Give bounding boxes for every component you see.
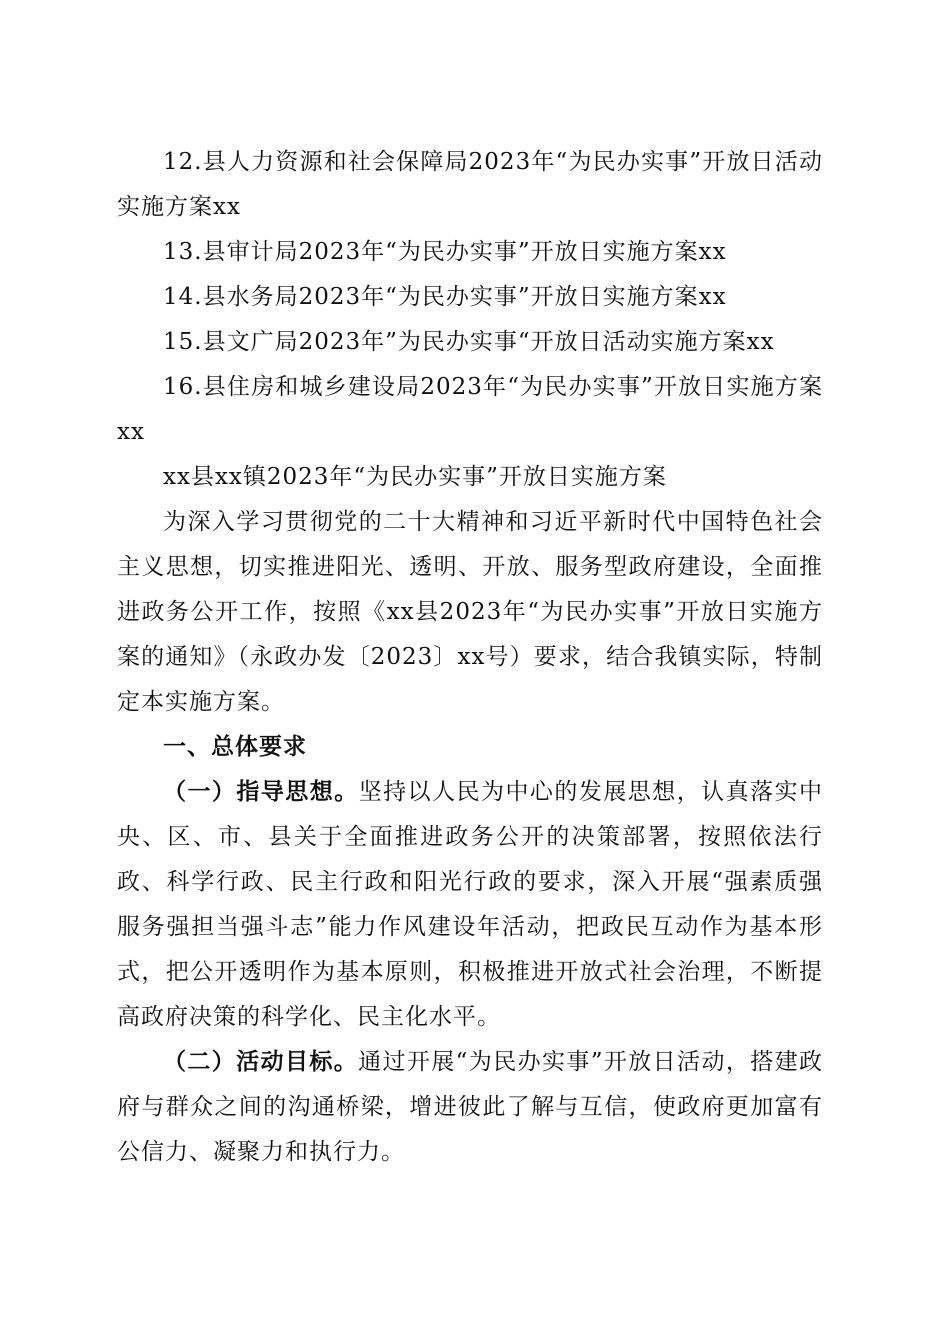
guiding-thought-paragraph bbox=[117, 770, 823, 1040]
list-item-16: 16.县住房和城乡建设局2023年“为民办实事”开放日实施方案xx bbox=[117, 374, 823, 445]
list-item-12: 12.县人力资源和社会保障局2023年“为民办实事”开放日活动实施方案xx bbox=[117, 149, 823, 220]
intro-paragraph: 为深入学习贯彻党的二十大精神和习近平新时代中国特色社会主义思想，切实推进阳光、透明、开放、服务型政府建设，全面推进政务公开工作，按照《xx县2023年“为民办实事”开放日实施方案的通知》（永政办发〔2023〕xx号）要求，结合我镇实际，特制定本实施方案。 bbox=[117, 509, 823, 715]
guiding-thought-text: 坚持以人民为中心的发展思想，认真落实中央、区、市、县关于全面推进政务公开的决策部署，按照依法行政、科学行政、民主行政和阳光行政的要求，深入开展“强素质强服务强担当强斗志”能力作风建设年活动，把政民互动作为基本形式，把公开透明作为基本原则，积极推进开放式社会治理，不断提高政府决策的科学化、民主化水平。 bbox=[117, 779, 824, 1030]
guiding-thought-label: （一）指导思想。 bbox=[163, 779, 359, 805]
activity-goal-text: 通过开展“为民办实事”开放日活动，搭建政府与群众之间的沟通桥梁，增进彼此了解与互信，使政府更加富有公信力、凝聚力和执行力。 bbox=[117, 1049, 823, 1165]
document-title: xx县xx镇2023年“为民办实事”开放日实施方案 bbox=[163, 464, 667, 490]
activity-goal-paragraph bbox=[117, 1040, 823, 1175]
section-heading-general-requirements: 一、总体要求 bbox=[163, 734, 307, 760]
document-page bbox=[117, 140, 823, 1175]
list-item-13: 13.县审计局2023年“为民办实事”开放日实施方案xx bbox=[163, 239, 727, 265]
list-item-14: 14.县水务局2023年“为民办实事”开放日实施方案xx bbox=[163, 284, 727, 310]
activity-goal-label: （二）活动目标。 bbox=[163, 1049, 359, 1075]
list-item-15: 15.县文广局2023年”为民办实事“开放日活动实施方案xx bbox=[163, 329, 775, 355]
